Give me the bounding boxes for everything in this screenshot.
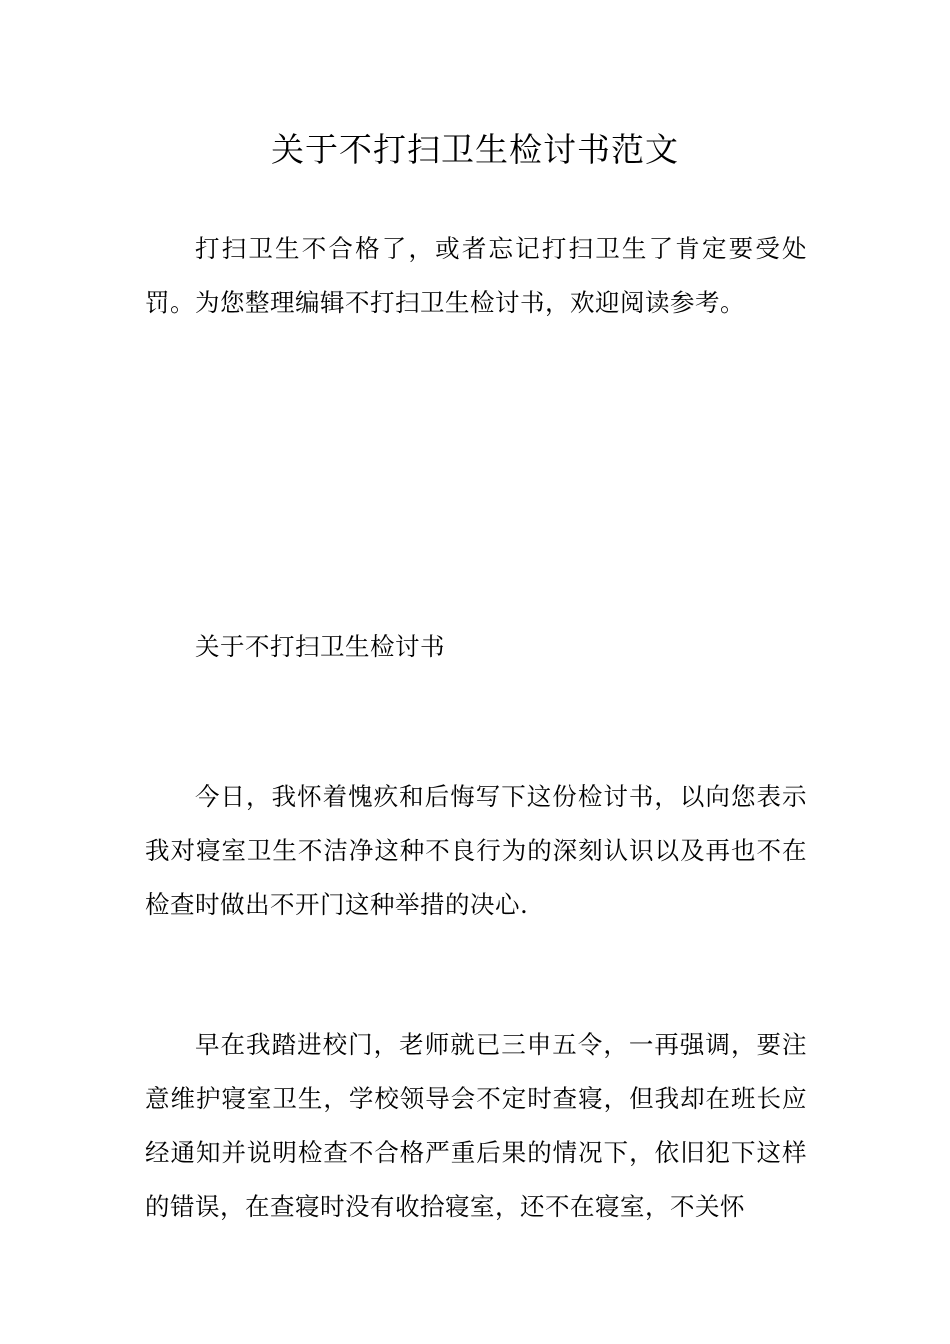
body-paragraph: 今日，我怀着愧疚和后悔写下这份检讨书，以向您表示我对寝室卫生不洁净这种不良行为的深刻认识以及再也不在检查时做出不开门这种举措的决心. [145, 782, 807, 919]
body-paragraph: 早在我踏进校门，老师就已三申五令，一再强调，要注意维护寝室卫生，学校领导会不定时查寝，但我却在班长应经通知并说明检查不合格严重后果的情况下，依旧犯下这样的错误，在查寝时没有收拾寝室，还不在寝室，不关怀 [145, 1030, 807, 1221]
section-heading: 关于不打扫卫生检讨书 [195, 632, 445, 661]
document-title: 关于不打扫卫生检讨书范文 [271, 130, 679, 169]
intro-paragraph: 打扫卫生不合格了，或者忘记打扫卫生了肯定要受处罚。为您整理编辑不打扫卫生检讨书，欢迎阅读参考。 [145, 234, 807, 317]
